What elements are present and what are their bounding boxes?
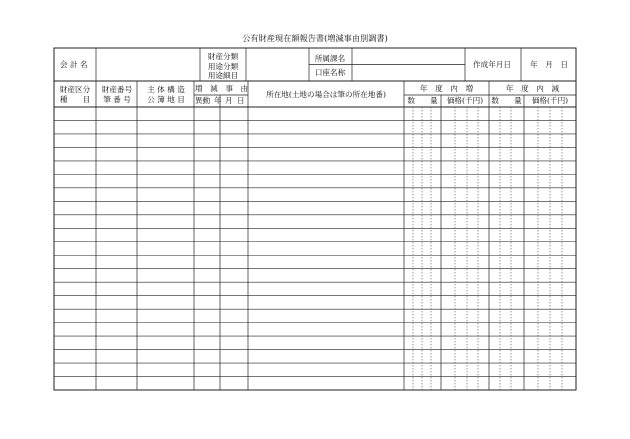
classification-labels (201, 52, 245, 81)
classification-field[interactable] (247, 49, 308, 80)
yoto-bunrui-label: 用途分類 (207, 61, 239, 71)
kaikei-mei-field[interactable] (97, 49, 200, 80)
ido-text: 異動 (195, 96, 211, 105)
form-title: 公有財産現在額報告書(増減事由別調書) (242, 33, 388, 43)
zogen-jiyu-header: 増 減 事 由 (195, 84, 249, 93)
shozaichi-header: 所在地(土地の場合は筆の所在地番) (266, 90, 386, 99)
zaisan-bango-header (97, 85, 137, 104)
zaisan-kubun-header (55, 85, 95, 104)
tsuki-text: 月 (225, 96, 233, 105)
koza-label: 口座名称 (314, 68, 346, 77)
zo-kakaku-header: 価格(千円) (446, 96, 484, 105)
hi-text: 日 (237, 96, 245, 105)
nen-text: 年 (214, 96, 222, 105)
kaikei-mei-label (60, 61, 92, 69)
zaisan-bunrui-label: 財産分類 (207, 52, 239, 61)
zaisan-kubun-text: 財産区分 (59, 85, 91, 94)
gen-suryo-header: 数 量 (491, 96, 522, 105)
shutai-kozo-header (138, 85, 194, 104)
shutai-kozo-text: 主 体 構 造 (147, 85, 185, 94)
ido-nengappi-header (195, 97, 247, 106)
kaikei-mei-label-text: 会 計 名 (60, 60, 88, 69)
zaisan-bango-text: 財産番号 (101, 85, 133, 94)
yoto-saimoku-label: 用途細目 (207, 71, 239, 80)
gen-kakaku-header: 価格(千円) (531, 96, 569, 105)
shumoku-text: 種 目 (59, 94, 91, 104)
nendo-zo-header: 年 度 内 増 (419, 84, 474, 93)
shozoku-field[interactable] (353, 49, 464, 64)
sakusei-label: 作成年月日 (473, 60, 511, 69)
zo-suryo-header: 数 量 (407, 96, 438, 105)
kobo-chimoku-text: 公 簿 地 目 (147, 94, 185, 104)
shozoku-label: 所属課名 (314, 54, 346, 63)
date-field[interactable]: 年 月 日 (530, 60, 568, 69)
nendo-gen-header: 年 度 内 減 (505, 84, 560, 93)
hitsu-bango-text: 筆 番 号 (103, 94, 131, 104)
koza-field[interactable] (353, 65, 464, 80)
